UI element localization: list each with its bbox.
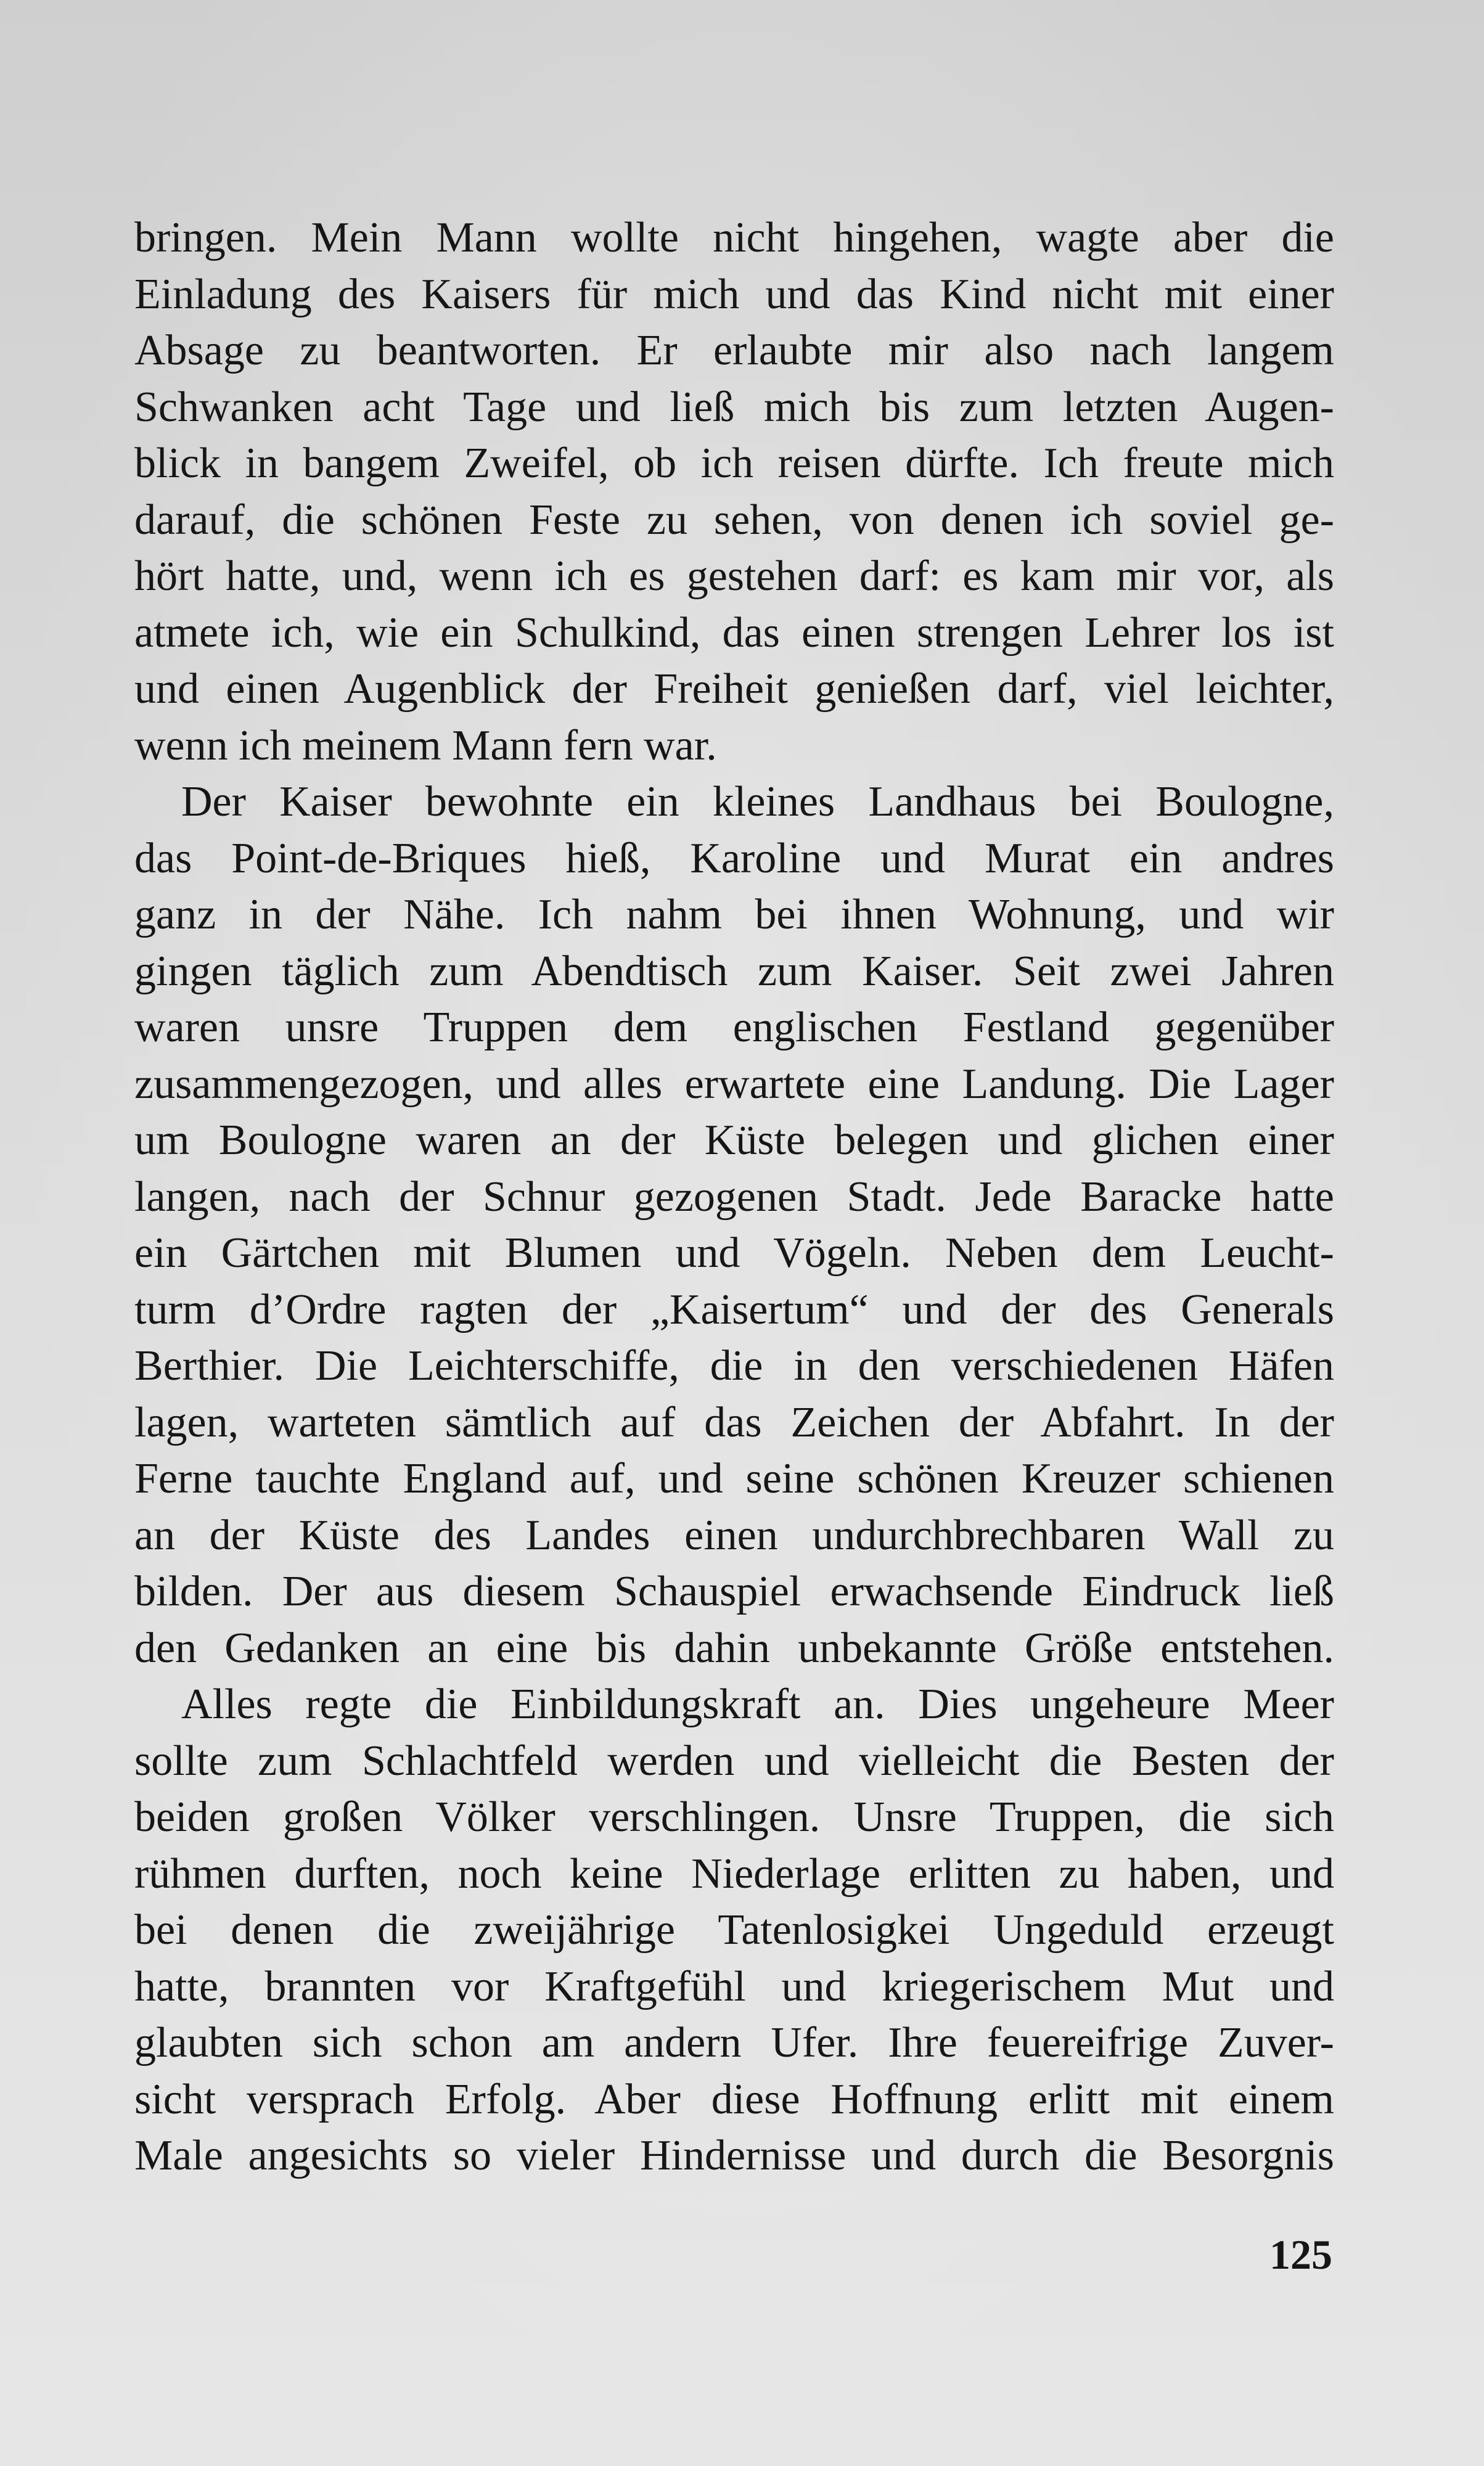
text-line: turm d’Ordre ragten der „Kaisertum“ und der des Generals — [134, 1285, 1334, 1333]
text-line: sollte zum Schlachtfeld werden und vielleicht die Besten der — [134, 1737, 1334, 1785]
text-line: darauf, die schönen Feste zu sehen, von denen ich soviel ge- — [134, 496, 1334, 544]
page-number: 125 — [1269, 2231, 1332, 2278]
text-line: Male angesichts so vieler Hindernisse und durch die Besorgnis — [134, 2132, 1334, 2179]
text-line: rühmen durften, noch keine Niederlage erlitten zu haben, und — [134, 1850, 1334, 1898]
text-line: Schwanken acht Tage und ließ mich bis zum letzten Augen- — [134, 383, 1334, 431]
text-line: um Boulogne waren an der Küste belegen und glichen einer — [134, 1116, 1334, 1164]
text-line: hatte, brannten vor Kraftgefühl und kriegerischem Mut und — [134, 1962, 1334, 2010]
text-line: an der Küste des Landes einen undurchbrechbaren Wall zu — [134, 1511, 1334, 1559]
text-line: waren unsre Truppen dem englischen Festland gegenüber — [134, 1004, 1334, 1051]
text-line: langen, nach der Schnur gezogenen Stadt. Jede Baracke hatte — [134, 1173, 1334, 1221]
text-line: ganz in der Nähe. Ich nahm bei ihnen Wohnung, und wir — [134, 891, 1334, 938]
text-line: hört hatte, und, wenn ich es gestehen darf: es kam mir vor, als — [134, 552, 1334, 600]
text-line: blick in bangem Zweifel, ob ich reisen dürfte. Ich freute mich — [134, 440, 1334, 487]
text-line: gingen täglich zum Abendtisch zum Kaiser. Seit zwei Jahren — [134, 947, 1334, 995]
text-line: Absage zu beantworten. Er erlaubte mir also nach langem — [134, 327, 1334, 374]
body-text — [134, 210, 1334, 2184]
text-line: Ferne tauchte England auf, und seine schönen Kreuzer schienen — [134, 1455, 1334, 1502]
text-line: Berthier. Die Leichterschiffe, die in den verschiedenen Häfen — [134, 1342, 1334, 1390]
text-line: sicht versprach Erfolg. Aber diese Hoffnung erlitt mit einem — [134, 2075, 1334, 2123]
text-line: den Gedanken an eine bis dahin unbekannte Größe entstehen. — [134, 1624, 1334, 1672]
text-line: Der Kaiser bewohnte ein kleines Landhaus bei Boulogne, — [181, 778, 1334, 825]
text-line: bringen. Mein Mann wollte nicht hingehen, wagte aber die — [134, 214, 1334, 261]
text-line: beiden großen Völker verschlingen. Unsre Truppen, die sich — [134, 1793, 1334, 1841]
text-line: atmete ich, wie ein Schulkind, das einen strengen Lehrer los ist — [134, 608, 1334, 657]
text-line: Einladung des Kaisers für mich und das Kind nicht mit einer — [134, 270, 1334, 318]
text-line: bei denen die zweijährige Tatenlosigkei Ungeduld erzeugt — [134, 1906, 1334, 1954]
text-line: und einen Augenblick der Freiheit genießen darf, viel leichter, — [134, 665, 1334, 713]
text-line: das Point-de-Briques hieß, Karoline und Murat ein andres — [134, 834, 1334, 882]
text-line: zusammengezogen, und alles erwartete eine Landung. Die Lager — [134, 1060, 1334, 1108]
text-line: Alles regte die Einbildungskraft an. Dies ungeheure Meer — [181, 1681, 1334, 1728]
text-line: ein Gärtchen mit Blumen und Vögeln. Neben dem Leucht- — [134, 1229, 1334, 1277]
text-line: wenn ich meinem Mann fern war. — [134, 721, 717, 769]
text-line: lagen, warteten sämtlich auf das Zeichen der Abfahrt. In der — [134, 1398, 1334, 1446]
text-line: bilden. Der aus diesem Schauspiel erwachsende Eindruck ließ — [134, 1568, 1334, 1615]
text-line: glaubten sich schon am andern Ufer. Ihre feuereifrige Zuver- — [134, 2019, 1334, 2067]
